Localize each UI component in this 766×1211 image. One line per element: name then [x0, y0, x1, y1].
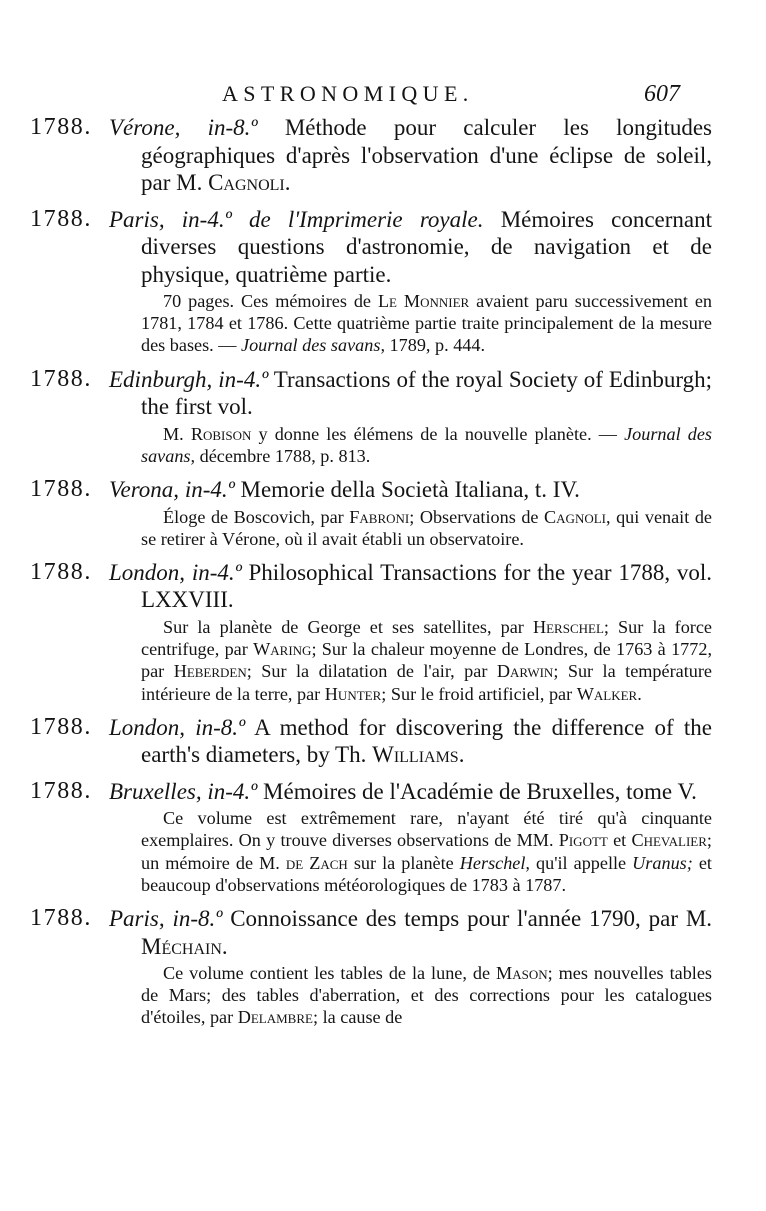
bibliography-entries	[0, 114, 766, 1038]
entry-title: Connoissance des temps pour l'année 1790, par M.	[230, 906, 713, 932]
entry-format: in-8.º	[195, 714, 246, 740]
entry-7	[0, 778, 766, 896]
page-number: 607	[644, 81, 680, 107]
entry-title: A method for discovering the difference of the earth's diameters, by Th.	[141, 714, 712, 768]
entry-author: Méchain	[141, 933, 222, 959]
note-name: de Zach	[285, 852, 348, 873]
entry-year: 1788.	[30, 558, 92, 585]
note-text: ; Sur le froid artificiel, par	[381, 683, 577, 704]
note-text: Ce volume contient les tables de la lune, de	[163, 963, 497, 984]
entry-place: Edinburgh,	[109, 366, 213, 392]
entry-heading	[109, 476, 712, 504]
entry-4	[0, 476, 766, 550]
note-text: M.	[163, 423, 191, 444]
entry-format: in-4.º	[218, 366, 269, 392]
entry-format: in-4.º	[184, 477, 235, 503]
note-text: sur la planète	[347, 852, 460, 873]
entry-publisher: de l'Imprimerie royale.	[248, 206, 484, 232]
entry-heading	[109, 366, 712, 421]
entry-5	[0, 559, 766, 705]
entry-heading	[109, 206, 713, 289]
entry-title: Mémoires de l'Académie de Bruxelles, tome V.	[263, 778, 697, 804]
entry-heading	[109, 778, 712, 806]
entry-title: Transactions of the royal Society of Edinburgh; the first vol.	[141, 366, 712, 420]
entry-heading	[109, 559, 712, 614]
entry-place: Bruxelles,	[109, 778, 202, 804]
entry-place: London,	[109, 559, 186, 585]
entry-year: 1788.	[30, 205, 92, 232]
note-text: .	[637, 683, 642, 704]
entry-note	[141, 423, 712, 467]
entry-place: London,	[109, 714, 186, 740]
note-text: Ce volume est extrêmement rare, n'ayant été tiré qu'à cinquante exemplaires. On y trouve diverses observations de MM.	[141, 808, 712, 851]
running-title: ASTRONOMIQUE.	[222, 81, 474, 106]
note-text: décembre 1788, p. 813.	[195, 445, 371, 466]
note-name: Delambre	[237, 1007, 313, 1028]
entry-format: in-4.º	[207, 778, 258, 804]
entry-2	[0, 206, 766, 357]
entry-title: Philosophical Transactions for the year 1788, vol. LXXVIII.	[141, 559, 712, 613]
note-name: Le Monnier	[377, 291, 470, 311]
note-text: ; mes nouvelles tables de Mars; des tables d'aberration, et des corrections pour les catalogues d'étoiles, par	[141, 963, 712, 1028]
note-text: Éloge de Boscovich, par	[163, 506, 350, 527]
entry-place: Vérone,	[109, 115, 181, 140]
note-name: Darwin	[496, 661, 554, 682]
note-name: Waring	[253, 639, 312, 660]
note-name: Hunter	[324, 683, 382, 704]
note-italic: Uranus;	[632, 852, 693, 873]
entry-note	[141, 962, 712, 1029]
note-text: 1789, p. 444.	[385, 335, 486, 356]
entry-author: Cagnoli	[208, 170, 285, 195]
note-name: Pigott	[558, 830, 608, 851]
note-name: Herschel	[532, 616, 604, 637]
entry-note	[141, 616, 712, 705]
note-name: Mason	[496, 963, 548, 984]
note-italic: Herschel,	[459, 852, 530, 873]
entry-heading	[109, 905, 713, 960]
note-text: Sur la planète de George et ses satellites, par	[163, 616, 533, 637]
note-text: ; Sur la force centrifuge, par	[141, 616, 712, 660]
entry-place: Verona,	[109, 477, 180, 503]
entry-3	[0, 366, 766, 467]
entry-title-end: .	[221, 933, 228, 959]
entry-title: Memorie della Società Italiana, t. IV.	[240, 477, 580, 503]
entry-format: in-8.º	[207, 115, 258, 140]
entry-format: in-8.º	[172, 906, 223, 932]
note-name: Chevalier	[631, 830, 707, 851]
note-text: ; un mémoire de M.	[141, 830, 712, 873]
entry-title-end: .	[458, 742, 465, 768]
note-text: ; Observations de	[409, 506, 545, 527]
entry-heading	[109, 114, 713, 197]
entry-title: Méthode pour calculer les longitudes géographiques d'après l'observation d'une éclipse de soleil, par M.	[141, 115, 713, 195]
note-name: Fabroni	[349, 506, 410, 527]
note-name: Walker	[576, 683, 638, 704]
entry-heading	[109, 714, 712, 769]
entry-6	[0, 714, 766, 769]
entry-title-end: .	[284, 170, 291, 195]
entry-year: 1788.	[30, 777, 92, 804]
note-italic: Journal des savans,	[141, 423, 713, 466]
entry-8	[0, 905, 766, 1029]
entry-year: 1788.	[30, 713, 92, 740]
note-text: ; la cause de	[312, 1007, 403, 1028]
entry-format: in-4.º	[181, 206, 232, 232]
note-name: Robison	[190, 423, 252, 444]
note-text: ; Sur la température intérieure de la terre, par	[141, 661, 712, 704]
note-name: Cagnoli	[544, 506, 606, 527]
note-text: et	[607, 830, 632, 851]
note-text: ; Sur la dilatation de l'air, par	[246, 661, 497, 682]
entry-author: Williams	[372, 742, 459, 768]
running-head	[0, 81, 766, 111]
note-text: 70 pages. Ces mémoires de	[163, 291, 378, 311]
note-text: , qui venait de se retirer à Vérone, où il avait établi un observatoire.	[141, 506, 712, 549]
entry-year: 1788.	[30, 905, 92, 932]
note-text: avaient paru successivement en 1781, 1784 et 1786. Cette quatrième partie traite principalement de la mesure des bases. —	[141, 291, 713, 356]
entry-title: Mémoires concernant diverses questions d'astronomie, de navigation et de physique, quatrième partie.	[141, 206, 713, 287]
note-italic: Journal des savans,	[241, 335, 385, 356]
entry-note	[141, 290, 712, 357]
note-text: y donne les élémens de la nouvelle planète. —	[251, 423, 625, 444]
entry-year: 1788.	[30, 476, 92, 503]
entry-year: 1788.	[30, 114, 92, 140]
entry-place: Paris,	[109, 906, 165, 932]
entry-note	[141, 807, 712, 896]
note-text: et beaucoup d'observations météorologiques de 1783 à 1787.	[141, 852, 712, 895]
entry-note	[141, 506, 712, 550]
entry-1	[0, 114, 766, 197]
note-text: qu'il appelle	[529, 852, 633, 873]
note-name: Heberden	[173, 661, 247, 682]
entry-place: Paris,	[109, 206, 165, 232]
entry-year: 1788.	[30, 365, 92, 392]
entry-format: in-4.º	[191, 559, 242, 585]
note-text: ; Sur la chaleur moyenne de Londres, de 1763 à 1772, par	[141, 639, 712, 682]
